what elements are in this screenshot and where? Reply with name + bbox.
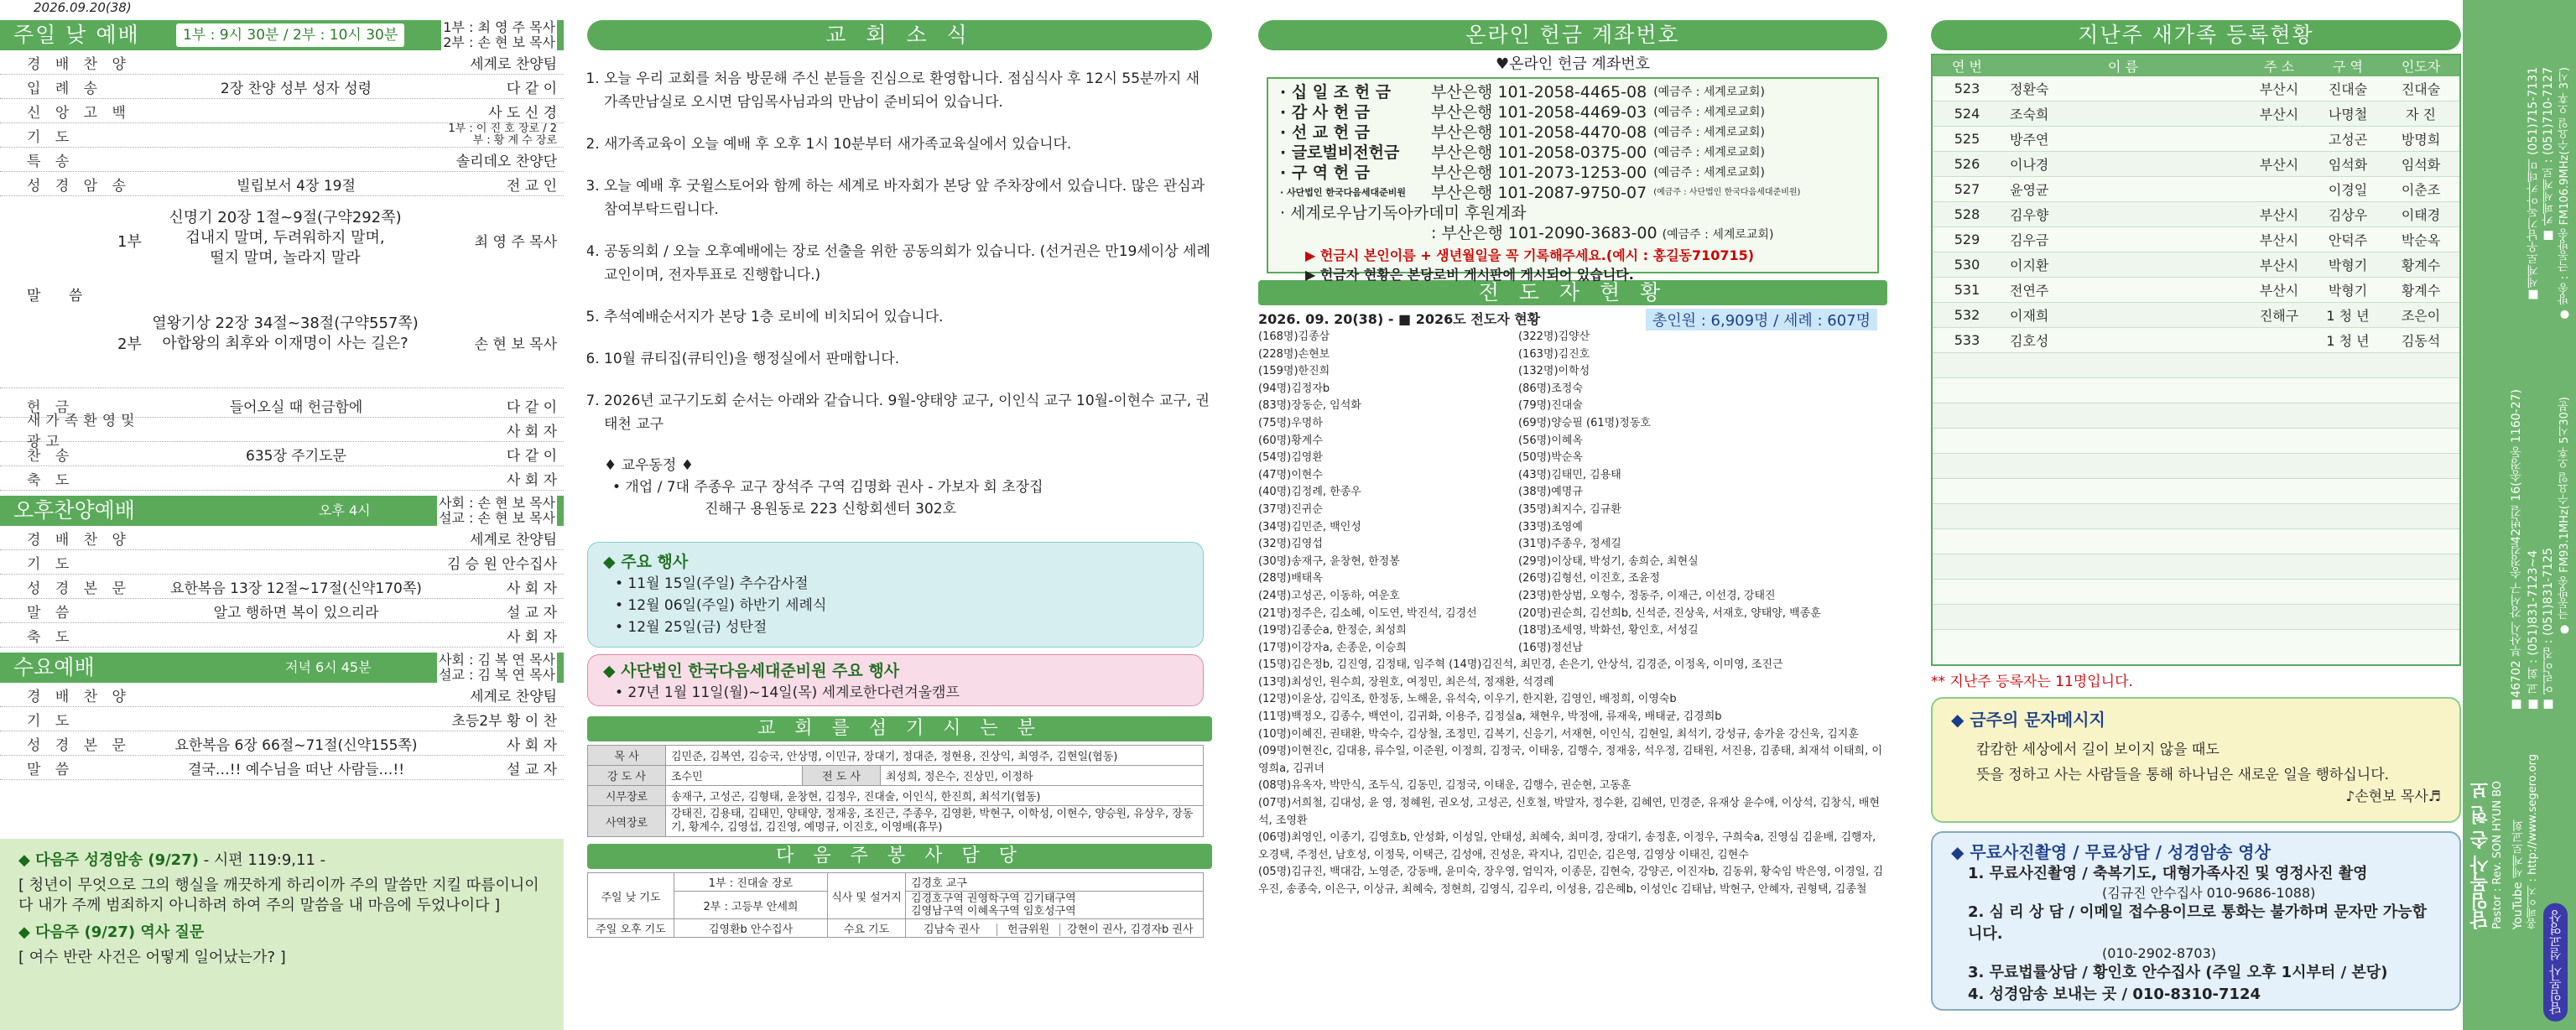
newcomer-header: 지난주 새가족 등록현황 bbox=[1931, 20, 2461, 50]
evangelist-row: (08명)유옥자, 박만식, 조두식, 김동민, 김정국, 이태운, 김행수, 권순현, 고동훈 bbox=[1258, 779, 1631, 793]
wednesday-worship-header: 수요예배 저녁 6시 45분 사회 : 김 복 연 목사 설교 : 김 복 연 목사 bbox=[0, 653, 564, 683]
service-2-speaker: 손 현 보 목사 bbox=[474, 336, 557, 353]
youtube-link[interactable]: YouTube 세계로교회 bbox=[2511, 819, 2525, 929]
evangelist-row: (168명)김종삼 (322명)김양산 bbox=[1258, 330, 1590, 343]
evangelist-row: (159명)한진희 (132명)이학성 bbox=[1258, 365, 1590, 378]
news-item: 3. 오늘 예배 후 굿윌스토어와 함께 하는 세계로 바자회가 본당 앞 주차장에서 있습니다. 많은 관심과 참여부탁드립니다. bbox=[604, 174, 1212, 221]
evangelist-row: (60명)황계수 (56명)이혜옥 bbox=[1258, 434, 1583, 447]
order-row: 경 배 찬 양 세계로 찬양팀 bbox=[0, 683, 564, 707]
order-row: 말 씀 결국…!! 예수님을 떠난 사람들…!! 설 교 자 bbox=[0, 756, 564, 780]
member-news: ♦ 교우동정 ♦ • 개업 / 7대 주종우 교구 장석주 구역 김명화 권사 - 가보자 회 초장집 진해구 용원동로 223 신항회센터 302호 bbox=[604, 457, 1043, 518]
serve-header: 다 음 주 봉 사 담 당 bbox=[587, 844, 1212, 869]
order-row: 축 도 사 회 자 bbox=[0, 466, 564, 491]
order-row: 기 도 김 승 원 안수집사 bbox=[0, 550, 564, 575]
table-row: 528 김우향 부산시 김상우 이태경 bbox=[1933, 202, 2459, 227]
evangelist-row: (21명)정주은, 김소혜, 이도연, 박진석, 김경선 (20명)권순희, 김선희b, 신석준, 진상욱, 서재호, 양태양, 백종훈 bbox=[1258, 606, 1821, 620]
evangelist-header: 전 도 자 현 황 bbox=[1258, 280, 1887, 305]
evangelist-row: (94명)김정자b (86명)조정숙 bbox=[1258, 382, 1583, 395]
evangelist-row: (12명)이윤상, 김익조, 한정동, 노해윤, 유석숙, 이우기, 한지환, 김영인, 배정희, 이영숙b bbox=[1258, 693, 1677, 706]
account-row: · 선 교 헌 금 부산은행 101-2058-4470-08 (예금주 : 세계로교회) bbox=[1280, 123, 1765, 142]
events-box: ◆ 주요 행사 • 11월 15일(주일) 추수감사절 • 12월 06일(주일) 하반기 세례식 • 12월 25일(금) 성탄절 bbox=[587, 542, 1204, 648]
news-item: 2. 새가족교육이 오늘 예배 후 오후 1시 10분부터 새가족교육실에서 있습니다. bbox=[604, 133, 1212, 156]
news-item: 7. 2026년 교구기도회 순서는 아래와 같습니다. 9월-양태양 교구, 이인식 교구 10월-이현수 교구, 권태천 교구 bbox=[604, 389, 1212, 436]
preacher-1: 1부 : 최 영 주 목사 bbox=[443, 19, 555, 35]
newcomer-table: 연 번 이 름 주 소 구 역 인도자 523 정환숙 부산시 진대술 진대술 524 조숙희 부산시 나명철 자 진 525 방주연 고성곤 방명희 526 이나경 부산시 임석화 임석화 527 윤영균 이경일 이춘조 528 김우향 부산시 김상우 이태경 529 김우금 부산시 안덕주 박순옥 530 이지환 부산시 박형기 황계수 531 전연주 부산시 박형기 황계수 532 이재희 진해구 1 청 년 조은이 533 김호성 1 청 년 김동석 bbox=[1933, 55, 2459, 630]
offering-note-1: ▶ 헌금시 본인이름 + 생년월일을 꼭 기록해주세요.(예시 : 홍길동710715) bbox=[1305, 247, 1755, 263]
account-row: · 글로벌비전헌금 부산은행 101-2058-0375-00 (예금주 : 세계로교회) bbox=[1280, 143, 1765, 162]
service-2-label: 2부 bbox=[117, 336, 142, 353]
evangelist-row: (06명)최영인, 이종기, 김영호b, 안성화, 이성일, 안태성, 최혜숙, 최미경, 장대기, 송정훈, 이정우, 구희숙a, 진영심 김윤배, 김행자, 오경택, 주정선, 남호성, 이정묵, 이택근, 김성애, 진성운, 곽지나, 김민순, 김은영, 김영상 이태진, 김현수 bbox=[1258, 831, 1876, 861]
table-row: 523 정환숙 부산시 진대술 진대술 bbox=[1933, 76, 2459, 101]
table-row: 531 전연주 부산시 박형기 황계수 bbox=[1933, 278, 2459, 303]
sunday-worship-title: 주일 낮 예배 bbox=[13, 23, 140, 47]
wednesday-order-list bbox=[0, 683, 564, 780]
evangelist-row: (75명)우명하 (69명)양승필 (61명)정동호 bbox=[1258, 416, 1651, 429]
evangelist-row: (09명)이현진c, 김대용, 류수일, 이준원, 이정희, 김정국, 이태웅, 김행수, 정재웅, 석우정, 김태원, 서진용, 김종태, 최재석 이태희, 이영희a, 김귀녀 bbox=[1258, 745, 1882, 775]
order-row: 신 앙 고 백 사 도 신 경 bbox=[0, 99, 564, 123]
wednesday-worship-title: 수요예배 bbox=[13, 655, 95, 679]
worship-order-column bbox=[0, 0, 564, 1030]
service-1-speaker: 최 영 주 목사 bbox=[474, 234, 557, 251]
afternoon-worship-time: 오후 4시 bbox=[319, 502, 371, 518]
evangelist-row: (13명)최성인, 원수희, 장원호, 여정민, 최은석, 정재환, 석경례 bbox=[1258, 675, 1554, 689]
table-row: 529 김우금 부산시 안덕주 박순옥 bbox=[1933, 227, 2459, 252]
order-row: 기 도 1부 : 이 진 호 장로 / 2부 : 황 계 수 장로 bbox=[0, 123, 564, 148]
sunday-worship-header bbox=[0, 20, 564, 50]
order-row: 축 도 사 회 자 bbox=[0, 623, 564, 648]
newcomer-count: ** 지난주 등록자는 11명입니다. bbox=[1931, 674, 2133, 690]
evangelist-row: (07명)서희철, 김대성, 윤 영, 정혜원, 권오성, 고성곤, 신호철, 박말자, 정수환, 김혜연, 민경준, 유재상 윤수애, 이상석, 김창식, 배현석, 조영환 bbox=[1258, 797, 1880, 827]
free-service-box: ◆ 무료사진촬영 / 무료상담 / 성경암송 영상 1. 무료사진촬영 / 축복기도, 대형가족사진 및 영정사진 촬영 (김규진 안수집사 010-9686-1088) 2. 심 리 상 담 / 이메일 접수용이므로 통화는 불가하며 문자만 가능합니다. (010-2902-8703) 3. 무료법률상담 / 황인호 안수집사 (주일 오후 1시부터 / 본당) 4. 성경암송 보내는 곳 / 010-8310-7124 bbox=[1931, 831, 2461, 1011]
church-info-band: 담임목사 손 현 보 Pastor : Rev. SON HYUN BO ■46702 부산시 강서구 송정길42번길 16(송정동 1160-27) ■ 교 회 : (051)831-7123~4 ■ 어린이집 : (051)831-7125 ■세계로우남기독아카데미 (051)715-7131 ■ 카페세계로 : (051)710-7127 YouTube 세계로교회 홈페이지 : http://www.segero.org ● 방송 : 극동방송 FM106.9MHz(수요일 오후 3시) ● 극동방송 FM93.1MHz(수요일 오후 5시30분) 담임목사 설교영상 bbox=[2463, 0, 2576, 1030]
pastor-name: 담임목사 손 현 보 bbox=[2470, 781, 2491, 929]
evangelist-row: (32명)김영섭 (31명)주종우, 정세길 bbox=[1258, 538, 1621, 551]
evangelist-row: (17명)이강자a, 손종운, 이승희 (16명)정선남 bbox=[1258, 641, 1583, 654]
homepage-link[interactable]: 홈페이지 : http://www.segero.org bbox=[2527, 754, 2539, 929]
news-item: 5. 추석예배순서지가 본당 1층 로비에 비치되어 있습니다. bbox=[604, 305, 1212, 329]
order-row: 경 배 찬 양 세계로 찬양팀 bbox=[0, 50, 564, 75]
table-row: 525 방주연 고성곤 방명희 bbox=[1933, 127, 2459, 152]
offering-note-2: ▶ 헌금자 현황은 본당로비 게시판에 게시되어 있습니다. bbox=[1305, 267, 1634, 283]
table-row: 527 윤영균 이경일 이춘조 bbox=[1933, 177, 2459, 202]
evangelist-row: (10명)이혜진, 권태환, 박숙수, 김상철, 조정민, 김복기, 신응기, 서재현, 이인식, 김현일, 최석기, 강성규, 송가윤 강신욱, 김지훈 bbox=[1258, 727, 1859, 741]
evangelist-row: (47명)이현수 (43명)김태민, 김용태 bbox=[1258, 468, 1621, 481]
evangelist-row: (19명)김종순a, 한정순, 최성희 (18명)조세영, 박화선, 황인호, 서성길 bbox=[1258, 624, 1699, 637]
order-row: 성 경 본 문 요한복음 6장 66절~71절(신약155쪽) 사 회 자 bbox=[0, 731, 564, 756]
table-row: 532 이재희 진해구 1 청 년 조은이 bbox=[1933, 303, 2459, 328]
evangelist-row: (34명)김민준, 백인성 (33명)조영예 bbox=[1258, 520, 1583, 533]
order-row: 헌 금 들어오실 때 헌금함에 다 같 이 bbox=[0, 393, 564, 418]
offering-header: 온라인 헌금 계좌번호 bbox=[1258, 20, 1887, 50]
table-row: 526 이나경 부산시 임석화 임석화 bbox=[1933, 152, 2459, 177]
table-row: 533 김호성 1 청 년 김동석 bbox=[1933, 328, 2459, 353]
sermon-block bbox=[0, 196, 564, 388]
account-row: · 구 역 헌 금 부산은행 101-2073-1253-00 (예금주 : 세계로교회) bbox=[1280, 164, 1765, 182]
order-row: 성 경 암 송 빌립보서 4장 19절 전 교 인 bbox=[0, 172, 564, 196]
account-row: · 감 사 헌 금 부산은행 101-2058-4469-03 (예금주 : 세계로교회) bbox=[1280, 103, 1765, 122]
staff-header: 교 회 를 섬 기 시 는 분 bbox=[587, 716, 1212, 741]
order-row: 찬 송 635장 주기도문 다 같 이 bbox=[0, 442, 564, 466]
message-box: ◆ 금주의 문자메시지 캄캄한 세상에서 길이 보이지 않을 때도 뜻을 정하고 사는 사람들을 통해 하나님은 새로운 일을 행하십니다. ♪손현보 목사♬ bbox=[1931, 697, 2461, 823]
wednesday-worship-time: 저녁 6시 45분 bbox=[285, 659, 372, 675]
order-row: 경 배 찬 양 세계로 찬양팀 bbox=[0, 526, 564, 550]
evangelist-row: (28명)배태옥 (26명)김형선, 이진호, 조윤정 bbox=[1258, 572, 1660, 585]
table-row: 530 이지환 부산시 박형기 황계수 bbox=[1933, 252, 2459, 278]
newcomer-column bbox=[1931, 0, 2461, 1030]
afternoon-worship-title: 오후찬양예배 bbox=[13, 498, 135, 523]
memory-verse-box bbox=[0, 839, 564, 1030]
sunday-order-list-2 bbox=[0, 393, 564, 491]
order-row: 기 도 초등2부 황 이 찬 bbox=[0, 707, 564, 731]
service-1-label: 1부 bbox=[117, 233, 142, 251]
evangelist-row: (228명)손현보 (163명)김진호 bbox=[1258, 347, 1590, 361]
news-item: 1. 오늘 우리 교회를 처음 방문해 주신 분들을 진심으로 환영합니다. 점심식사 후 12시 55분까지 새가족만남실로 오시면 담임목사님과의 만남이 준비되어 있습니다. bbox=[604, 67, 1212, 114]
evangelist-row: (83명)장동순, 임석화 (79명)진대술 bbox=[1258, 399, 1583, 413]
evangelist-row: (54명)김영환 (50명)박순옥 bbox=[1258, 451, 1583, 465]
order-row: 성 경 본 문 요한복음 13장 12절~17절(신약170쪽) 사 회 자 bbox=[0, 575, 564, 599]
staff-table: 목 사 김민준, 김복연, 김승국, 안상명, 이민규, 장대기, 정대준, 정현용, 진상익, 최영주, 김현일(협동) 강 도 사 조수민 전 도 사 최성희, 정은수, 진상민, 이정하 시무장로 송재구, 고성곤, 김형태, 윤창현, 김정우, 진대술, 이인식, 한진희, 최석기(협동) 사역장로 강태진, 김용태, 김태민, 양태양, 정재웅, 조진근, 주종우, 김영환, 박현구, 이학성, 이현수, 양승원, 유상우, 장동기, 황계수, 김영섭, 김진영, 예명규, 이진호, 이영배(휴무) bbox=[587, 745, 1204, 837]
news-header: 교 회 소 식 bbox=[587, 20, 1212, 50]
order-row: 특 송 솔리데오 찬양단 bbox=[0, 148, 564, 172]
sermon-1: 신명기 20장 1절~9절(구약292쪽) 겁내지 말며, 두려워하지 말며, 떨지 말며, 놀라지 말라 bbox=[169, 209, 402, 267]
evangelist-row: (05명)김규진, 백대감, 노영준, 강동배, 윤미숙, 장우영, 엄익자, 이종문, 김현숙, 강양곤, 이진자b, 김동위, 황숙임 박은영, 이경일, 김우진, 송종숙, 이은구, 이상규, 최혜숙, 정현희, 김영식, 김우리, 이성용, 김은혜b, 이성인c 김태남, 박현구, 안혜자, 권형택, 김종철 bbox=[1258, 866, 1884, 896]
news-list bbox=[587, 67, 1212, 436]
order-row: 말 씀 알고 행하면 복이 있으리라 설 교 자 bbox=[0, 599, 564, 623]
table-row: 524 조숙희 부산시 나명철 자 진 bbox=[1933, 101, 2459, 127]
account-box: · 십 일 조 헌 금 부산은행 101-2058-4465-08 (예금주 : 세계로교회) · 감 사 헌 금 부산은행 101-2058-4469-03 (예금주 : 세계로교회) · 선 교 헌 금 부산은행 101-2058-4470-08 (예금주 : 세계로교회) · 글로벌비전헌금 부산은행 101-2058-0375-00 (예금주 : 세계로교회) · 구 역 헌 금 부산은행 101-2073-1253-00 (예금주 : 세계로교회) · 사단법인 한국다음세대준비원 부산은행 101-2087-9750-07 (예금주 : 사단법인 한국다음세대준비원) · 세계로우남기독아카데미 후원계좌 : 부산은행 101-2090-3683-00 (예금주 : 세계로교회) ▶ 헌금시 본인이름 + 생년월일을 꼭 기록해주세요.(예시 : 홍길동710715) ▶ 헌금자 현황은 본당로비 게시판에 게시되어 있습니다. bbox=[1267, 77, 1879, 273]
preacher-2: 2부 : 손 현 보 목사 bbox=[443, 34, 555, 50]
sadan-box: ◆ 사단법인 한국다음세대준비원 주요 행사 • 27년 1월 11일(월)~14일(목) 세계로한다련겨울캠프 bbox=[587, 654, 1204, 706]
memory-verse: [ 청년이 무엇으로 그의 행실을 깨끗하게 하리이까 주의 말씀만 지킬 따름이니이다 내가 주께 범죄하지 아니하려 하여 주의 말씀을 내 마음에 두었나이다 ] bbox=[18, 877, 539, 914]
sunday-worship-times: 1부 : 9시 30분 / 2부 : 10시 30분 bbox=[176, 23, 404, 47]
evangelist-row: (11명)백정오, 김종수, 백연이, 김귀화, 이용주, 김정실a, 채현우, 박정애, 류재욱, 배태균, 김경희b bbox=[1258, 710, 1722, 724]
offering-column bbox=[1258, 0, 1887, 1030]
serve-table: 주일 낮 기도 1부 : 진대술 장로 식사 및 설거지 김경호 교구 2부 : 고등부 안세희 김경호구역 권영학구역 김기태구역 김영남구역 이혜옥구역 임호성구역 주일 오후 기도 김영환b 안수집사 수요 기도 김남숙 권사 헌금위원 강현이 권사, 김경자b 권사 bbox=[587, 872, 1204, 938]
evangelist-row: (30명)송재구, 윤창현, 한정봉 (29명)이상태, 박성기, 송희순, 최현실 bbox=[1258, 554, 1699, 568]
account-row: · 십 일 조 헌 금 부산은행 101-2058-4465-08 (예금주 : 세계로교회) bbox=[1280, 83, 1765, 101]
memory-ref: - 시편 119:9,11 - bbox=[203, 851, 326, 869]
evangelist-row: (15명)김은정b, 김진영, 김정태, 임주혁 (14명)김진석, 최민경, 손은기, 안상석, 김경준, 이정옥, 이미영, 조진근 bbox=[1258, 658, 1783, 672]
sermon-2: 열왕기상 22장 34절~38절(구약557쪽) 아합왕의 최후와 이재명이 사는 길은? bbox=[152, 315, 419, 352]
date-label: 2026.09.20(38) bbox=[34, 0, 132, 15]
order-row: 입 례 송 2장 찬양 성부 성자 성령 다 같 이 bbox=[0, 75, 564, 99]
evangelist-row: (37명)진귀순 (35명)최지수, 김규환 bbox=[1258, 502, 1621, 516]
news-item: 4. 공동의회 / 오늘 오후예배에는 장로 선출을 위한 공동의회가 있습니다. (선거권은 만19세이상 세례교인이며, 전자투표로 진행합니다.) bbox=[604, 240, 1212, 287]
news-column bbox=[587, 0, 1212, 1030]
evangelist-date: 2026. 09. 20(38) - ■ 2026도 전도자 현황 bbox=[1258, 311, 1541, 327]
evangelist-list bbox=[1258, 329, 1887, 899]
history-question: [ 여수 반란 사건은 어떻게 일어났는가? ] bbox=[18, 949, 286, 966]
evangelist-total: 총인원 : 6,909명 / 세례 : 607명 bbox=[1646, 309, 1877, 330]
sermon-label: 말 씀 bbox=[27, 288, 95, 304]
afternoon-order-list bbox=[0, 526, 564, 648]
afternoon-worship-header: 오후찬양예배 오후 4시 사회 : 손 현 보 목사 설교 : 손 현 보 목사 bbox=[0, 496, 564, 526]
offering-subtitle: ♥온라인 헌금 계좌번호 bbox=[1495, 55, 1651, 73]
sunday-order-list bbox=[0, 50, 564, 196]
order-row: 새가족환영및광고 사 회 자 bbox=[0, 418, 564, 442]
history-title: ◆ 다음주 (9/27) 역사 질문 bbox=[18, 923, 205, 941]
evangelist-row: (40명)김정례, 한종우 (38명)예명규 bbox=[1258, 486, 1583, 499]
news-item: 6. 10월 큐티집(큐티인)을 행정실에서 판매합니다. bbox=[604, 347, 1212, 371]
evangelist-row: (24명)고성곤, 이동하, 여운호 (23명)한상범, 오형수, 정동주, 이재근, 이선경, 강태진 bbox=[1258, 589, 1776, 602]
memory-title: ◆ 다음주 성경암송 (9/27) bbox=[18, 851, 199, 869]
account-row: · 사단법인 한국다음세대준비원 부산은행 101-2087-9750-07 (예금주 : 사단법인 한국다음세대준비원) bbox=[1280, 184, 1801, 202]
sermon-video-badge[interactable]: 담임목사 설교영상 bbox=[2543, 903, 2568, 1022]
